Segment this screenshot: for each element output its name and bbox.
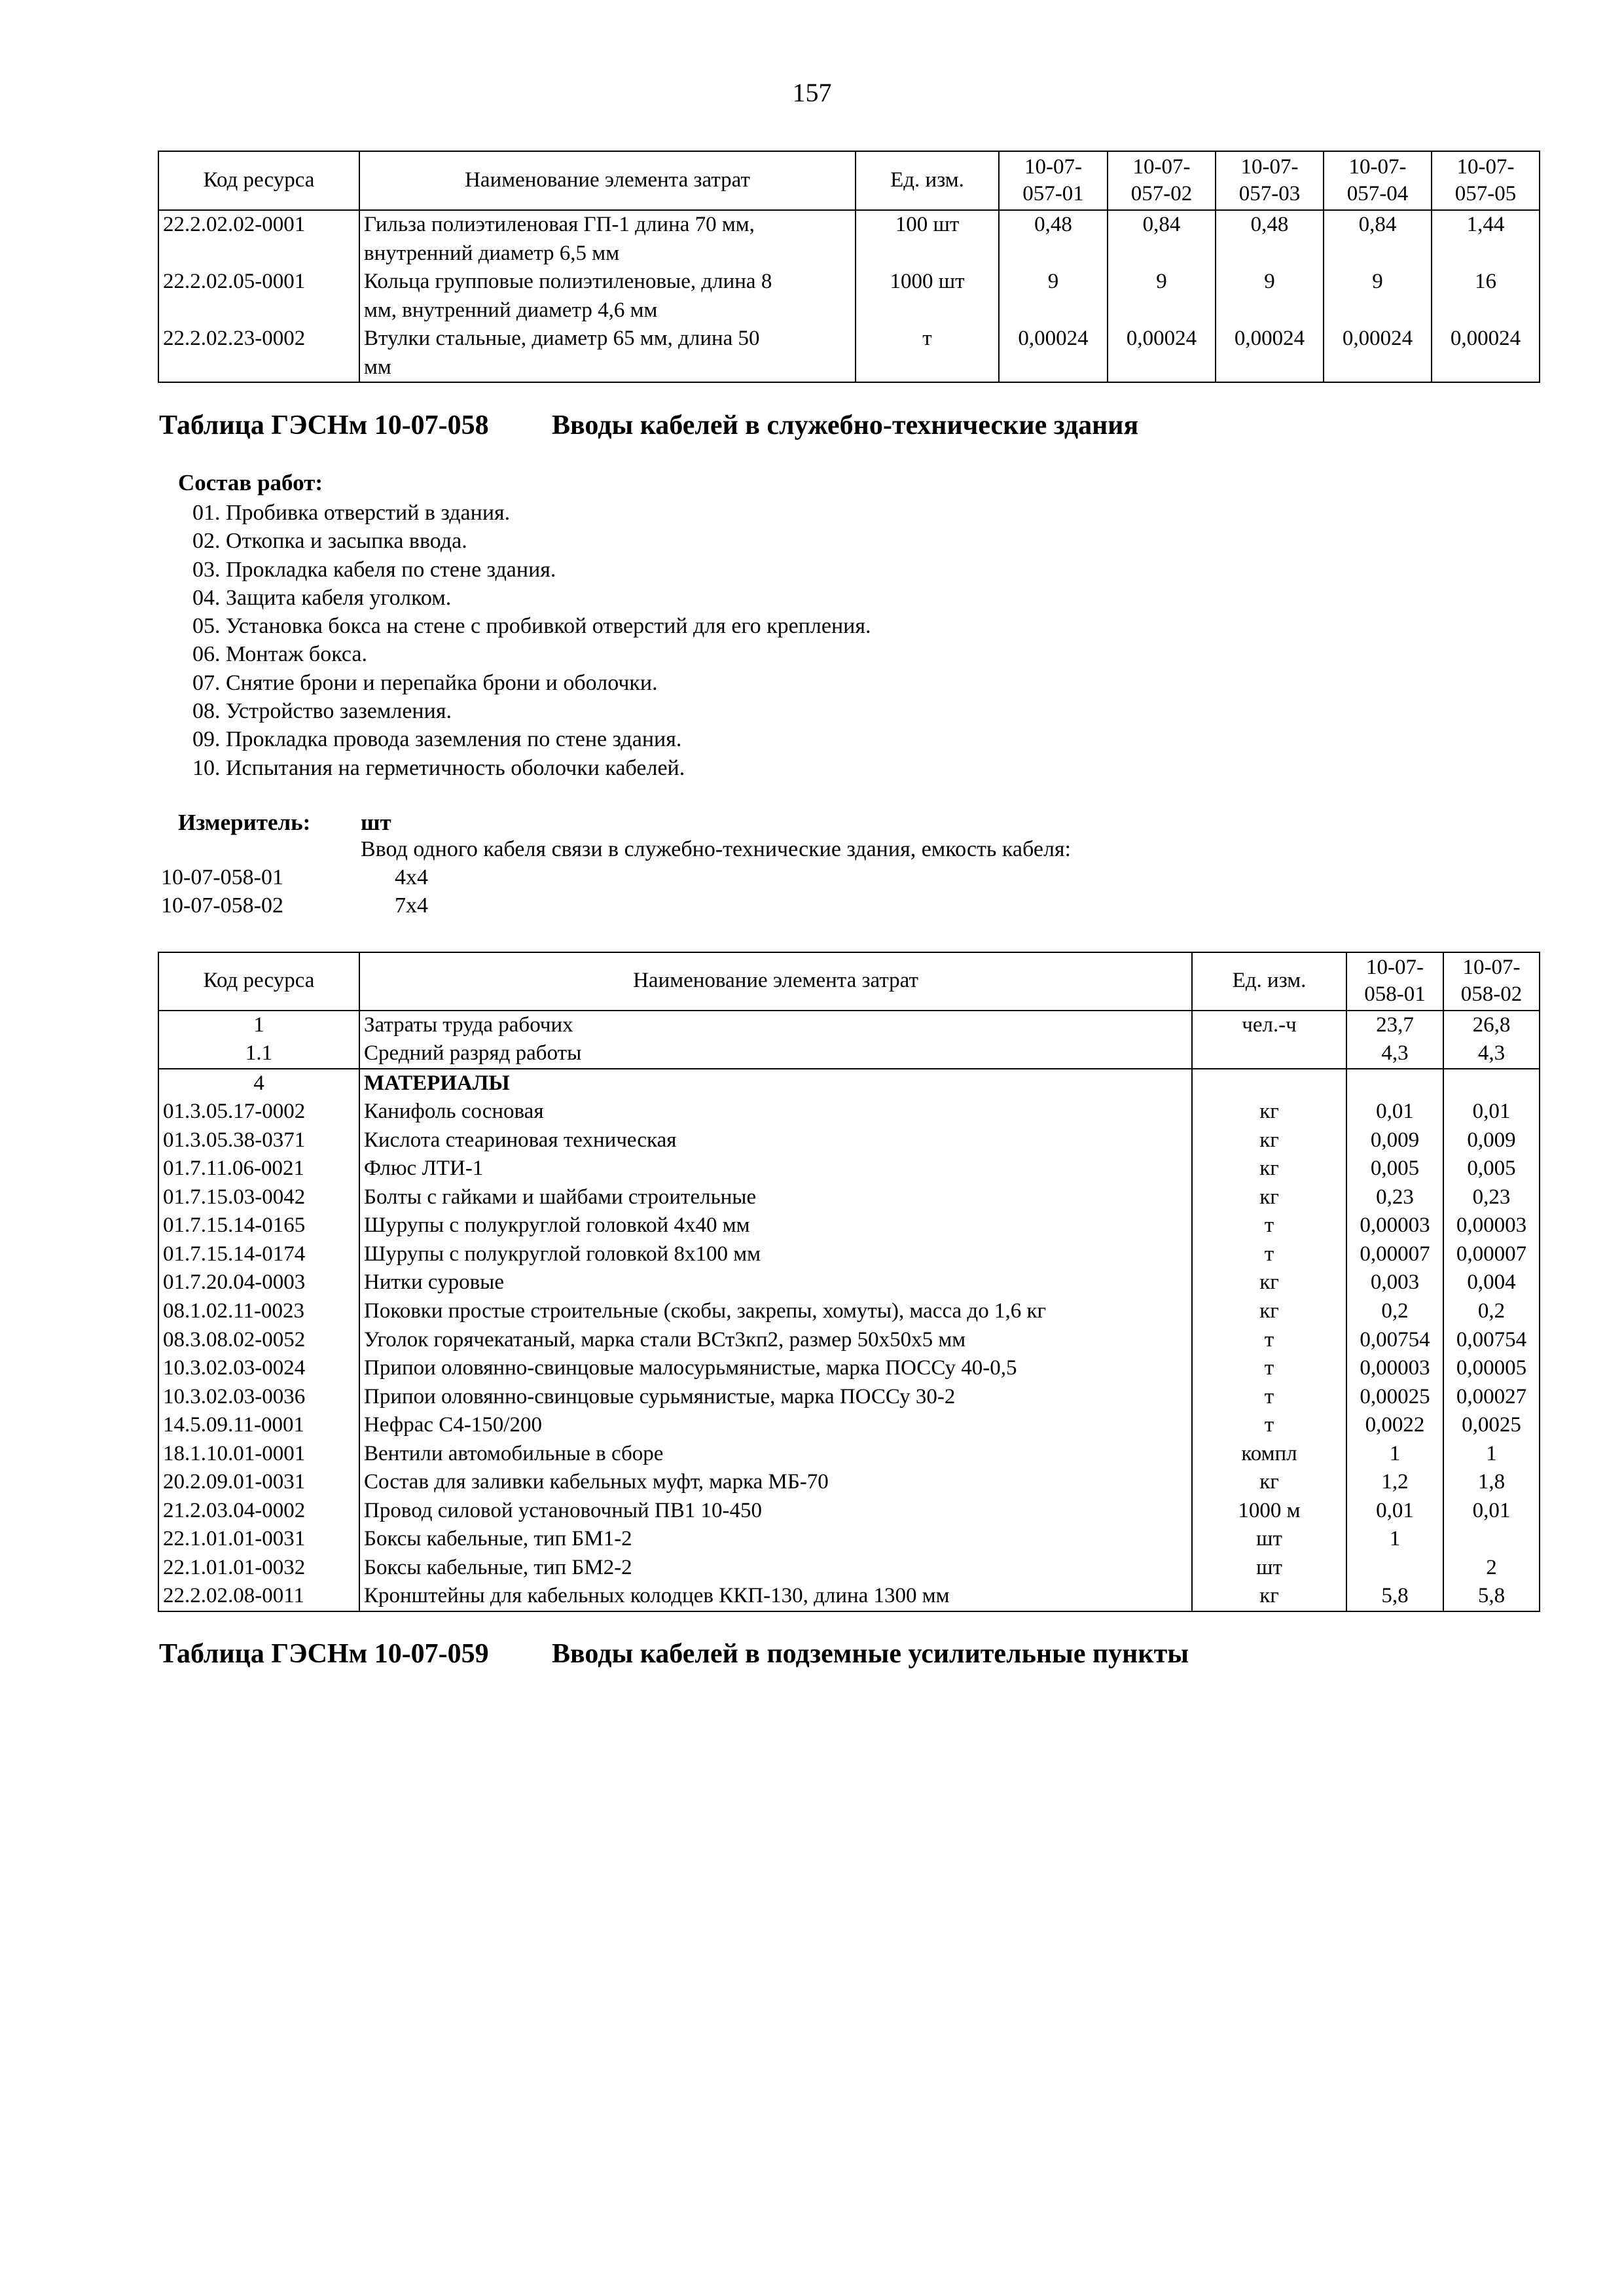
table-row bbox=[158, 1098, 1540, 1126]
header-code: Код ресурса bbox=[158, 151, 359, 210]
table-title: Вводы кабелей в служебно-технические здания bbox=[552, 410, 1139, 440]
resource-code: 22.2.02.23-0002 bbox=[158, 325, 359, 382]
resource-unit: компл bbox=[1192, 1440, 1346, 1469]
header-code: Код ресурса bbox=[158, 952, 359, 1011]
works-item: 07. Снятие брони и перепайка брони и оболочки. bbox=[192, 670, 658, 695]
table-row bbox=[158, 1039, 1540, 1069]
table-row bbox=[158, 1268, 1540, 1297]
resource-unit: кг bbox=[1192, 1297, 1346, 1326]
resource-value: 4,3 bbox=[1443, 1039, 1540, 1069]
works-item: 04. Защита кабеля уголком. bbox=[192, 585, 452, 610]
table-row bbox=[158, 1554, 1540, 1583]
resource-value: 1 bbox=[1346, 1525, 1443, 1554]
resource-unit: т bbox=[856, 325, 999, 382]
table-row bbox=[158, 210, 1540, 268]
resource-name: Кронштейны для кабельных колодцев ККП-130, длина 1300 мм bbox=[359, 1582, 1192, 1611]
resource-unit: 100 шт bbox=[856, 210, 999, 268]
header-col-057-02: 10-07- 057-02 bbox=[1108, 151, 1216, 210]
resource-value: 0,009 bbox=[1346, 1126, 1443, 1155]
resource-value: 9 bbox=[1108, 268, 1216, 325]
resource-unit bbox=[1192, 1069, 1346, 1098]
table-row bbox=[158, 1011, 1540, 1040]
resource-code: 21.2.03.04-0002 bbox=[158, 1497, 359, 1526]
resource-name: Втулки стальные, диаметр 65 мм, длина 50 мм bbox=[359, 325, 856, 382]
resource-unit bbox=[1192, 1039, 1346, 1069]
resource-name: Боксы кабельные, тип БМ1-2 bbox=[359, 1525, 1192, 1554]
resource-value: 1,2 bbox=[1346, 1468, 1443, 1497]
resource-value: 0,00005 bbox=[1443, 1354, 1540, 1383]
resource-unit: кг bbox=[1192, 1468, 1346, 1497]
resource-value: 0,23 bbox=[1346, 1183, 1443, 1212]
resource-value bbox=[1346, 1069, 1443, 1098]
table-row bbox=[158, 1126, 1540, 1155]
works-item: 10. Испытания на герметичность оболочки кабелей. bbox=[192, 755, 685, 780]
header-col-057-05: 10-07- 057-05 bbox=[1432, 151, 1540, 210]
resource-code: 22.1.01.01-0031 bbox=[158, 1525, 359, 1554]
table-row bbox=[158, 1383, 1540, 1412]
header-unit: Ед. изм. bbox=[1192, 952, 1346, 1011]
table-row bbox=[158, 1497, 1540, 1526]
resource-value: 0,00003 bbox=[1443, 1211, 1540, 1240]
resource-code: 01.7.15.03-0042 bbox=[158, 1183, 359, 1212]
resource-code: 01.7.11.06-0021 bbox=[158, 1155, 359, 1183]
resource-name: Нефрас С4-150/200 bbox=[359, 1411, 1192, 1440]
resource-name: Поковки простые строительные (скобы, закрепы, хомуты), масса до 1,6 кг bbox=[359, 1297, 1192, 1326]
resource-name: Канифоль сосновая bbox=[359, 1098, 1192, 1126]
resource-value: 0,84 bbox=[1324, 210, 1432, 268]
resource-value: 0,48 bbox=[1216, 210, 1324, 268]
resource-code: 08.1.02.11-0023 bbox=[158, 1297, 359, 1326]
header-name: Наименование элемента затрат bbox=[359, 151, 856, 210]
resource-unit: т bbox=[1192, 1211, 1346, 1240]
resource-value bbox=[1443, 1069, 1540, 1098]
table-title: Вводы кабелей в подземные усилительные пункты bbox=[552, 1639, 1189, 1669]
resource-table-058 bbox=[158, 952, 1540, 1612]
resource-unit: шт bbox=[1192, 1525, 1346, 1554]
resource-value: 0,0022 bbox=[1346, 1411, 1443, 1440]
resource-value: 0,00024 bbox=[999, 325, 1108, 382]
resource-value bbox=[1443, 1525, 1540, 1554]
resource-value: 26,8 bbox=[1443, 1011, 1540, 1040]
measure-unit: шт bbox=[361, 810, 391, 835]
table-row bbox=[158, 1326, 1540, 1355]
table-row bbox=[158, 1582, 1540, 1611]
resource-value: 0,01 bbox=[1346, 1497, 1443, 1526]
resource-unit: кг bbox=[1192, 1126, 1346, 1155]
table-row bbox=[158, 325, 1540, 382]
resource-value: 0,01 bbox=[1443, 1497, 1540, 1526]
resource-unit: кг bbox=[1192, 1268, 1346, 1297]
resource-value: 9 bbox=[999, 268, 1108, 325]
works-list bbox=[192, 499, 871, 782]
table-row bbox=[158, 1468, 1540, 1497]
header-col-057-03: 10-07- 057-03 bbox=[1216, 151, 1324, 210]
table-row bbox=[158, 1525, 1540, 1554]
resource-unit: т bbox=[1192, 1326, 1346, 1355]
table-row bbox=[158, 1155, 1540, 1183]
resource-unit: чел.-ч bbox=[1192, 1011, 1346, 1040]
resource-value: 23,7 bbox=[1346, 1011, 1443, 1040]
table-row bbox=[158, 1440, 1540, 1469]
resource-name: МАТЕРИАЛЫ bbox=[359, 1069, 1192, 1098]
variant-code: 10-07-058-01 bbox=[161, 865, 283, 889]
resource-unit: т bbox=[1192, 1383, 1346, 1412]
resource-value: 0,2 bbox=[1346, 1297, 1443, 1326]
table-row bbox=[158, 1297, 1540, 1326]
resource-value: 16 bbox=[1432, 268, 1540, 325]
resource-value: 0,00003 bbox=[1346, 1211, 1443, 1240]
table-row bbox=[158, 1354, 1540, 1383]
resource-unit: кг bbox=[1192, 1098, 1346, 1126]
resource-unit: кг bbox=[1192, 1582, 1346, 1611]
resource-value: 2 bbox=[1443, 1554, 1540, 1583]
resource-value bbox=[1346, 1554, 1443, 1583]
works-item: 09. Прокладка провода заземления по стене здания. bbox=[192, 727, 682, 752]
resource-value: 1,44 bbox=[1432, 210, 1540, 268]
resource-value: 0,01 bbox=[1443, 1098, 1540, 1126]
table-row bbox=[158, 1411, 1540, 1440]
resource-name: Затраты труда рабочих bbox=[359, 1011, 1192, 1040]
resource-unit: 1000 шт bbox=[856, 268, 999, 325]
resource-unit: 1000 м bbox=[1192, 1497, 1346, 1526]
works-item: 01. Пробивка отверстий в здания. bbox=[192, 501, 511, 525]
resource-code: 22.2.02.02-0001 bbox=[158, 210, 359, 268]
resource-name: Уголок горячекатаный, марка стали ВСт3кп2, размер 50х50х5 мм bbox=[359, 1326, 1192, 1355]
resource-code: 01.3.05.38-0371 bbox=[158, 1126, 359, 1155]
resource-code: 10.3.02.03-0024 bbox=[158, 1354, 359, 1383]
resource-code: 22.1.01.01-0032 bbox=[158, 1554, 359, 1583]
resource-value: 0,84 bbox=[1108, 210, 1216, 268]
measure-description: Ввод одного кабеля связи в служебно-технические здания, емкость кабеля: bbox=[361, 837, 1071, 861]
resource-value: 0,00007 bbox=[1443, 1240, 1540, 1269]
resource-value: 0,00025 bbox=[1346, 1383, 1443, 1412]
works-item: 05. Установка бокса на стене с пробивкой отверстий для его крепления. bbox=[192, 614, 871, 639]
resource-value: 0,01 bbox=[1346, 1098, 1443, 1126]
variant-code: 10-07-058-02 bbox=[161, 893, 283, 918]
resource-value: 0,009 bbox=[1443, 1126, 1540, 1155]
works-item: 02. Откопка и засыпка ввода. bbox=[192, 529, 467, 554]
measure-label: Измеритель: bbox=[178, 810, 311, 835]
resource-unit: кг bbox=[1192, 1155, 1346, 1183]
resource-code: 4 bbox=[158, 1069, 359, 1098]
resource-value: 9 bbox=[1324, 268, 1432, 325]
resource-unit: т bbox=[1192, 1354, 1346, 1383]
resource-value: 0,00024 bbox=[1108, 325, 1216, 382]
resource-value: 0,00754 bbox=[1443, 1326, 1540, 1355]
resource-name: Боксы кабельные, тип БМ2-2 bbox=[359, 1554, 1192, 1583]
resource-value: 0,00007 bbox=[1346, 1240, 1443, 1269]
resource-name: Гильза полиэтиленовая ГП-1 длина 70 мм, внутренний диаметр 6,5 мм bbox=[359, 210, 856, 268]
table-row bbox=[158, 1240, 1540, 1269]
resource-value: 0,004 bbox=[1443, 1268, 1540, 1297]
resource-code: 01.3.05.17-0002 bbox=[158, 1098, 359, 1126]
resource-value: 0,2 bbox=[1443, 1297, 1540, 1326]
resource-code: 18.1.10.01-0001 bbox=[158, 1440, 359, 1469]
works-item: 06. Монтаж бокса. bbox=[192, 642, 368, 667]
resource-name: Состав для заливки кабельных муфт, марка МБ-70 bbox=[359, 1468, 1192, 1497]
resource-value: 0,005 bbox=[1346, 1155, 1443, 1183]
resource-value: 0,00754 bbox=[1346, 1326, 1443, 1355]
resource-name: Шурупы с полукруглой головкой 4х40 мм bbox=[359, 1211, 1192, 1240]
resource-code: 1.1 bbox=[158, 1039, 359, 1069]
resource-value: 0,48 bbox=[999, 210, 1108, 268]
table-row bbox=[158, 1183, 1540, 1212]
resource-name: Шурупы с полукруглой головкой 8х100 мм bbox=[359, 1240, 1192, 1269]
header-name: Наименование элемента затрат bbox=[359, 952, 1192, 1011]
resource-code: 01.7.15.14-0174 bbox=[158, 1240, 359, 1269]
header-col-058-01: 10-07- 058-01 bbox=[1346, 952, 1443, 1011]
resource-name: Вентили автомобильные в сборе bbox=[359, 1440, 1192, 1469]
table-number: Таблица ГЭСНм 10-07-058 bbox=[159, 410, 489, 440]
table-number: Таблица ГЭСНм 10-07-059 bbox=[159, 1639, 489, 1669]
resource-value: 1,8 bbox=[1443, 1468, 1540, 1497]
resource-value: 4,3 bbox=[1346, 1039, 1443, 1069]
resource-value: 5,8 bbox=[1346, 1582, 1443, 1611]
resource-name: Припои оловянно-свинцовые малосурьмянистые, марка ПОССу 40-0,5 bbox=[359, 1354, 1192, 1383]
variant-value: 4x4 bbox=[395, 865, 428, 889]
table-row bbox=[158, 1069, 1540, 1098]
resource-value: 0,00024 bbox=[1324, 325, 1432, 382]
resource-value: 5,8 bbox=[1443, 1582, 1540, 1611]
resource-name: Кислота стеариновая техническая bbox=[359, 1126, 1192, 1155]
resource-value: 0,003 bbox=[1346, 1268, 1443, 1297]
resource-value: 0,00003 bbox=[1346, 1354, 1443, 1383]
resource-unit: т bbox=[1192, 1240, 1346, 1269]
resource-name: Средний разряд работы bbox=[359, 1039, 1192, 1069]
resource-code: 22.2.02.05-0001 bbox=[158, 268, 359, 325]
resource-code: 10.3.02.03-0036 bbox=[158, 1383, 359, 1412]
header-col-057-01: 10-07- 057-01 bbox=[999, 151, 1108, 210]
table-row bbox=[158, 1211, 1540, 1240]
resource-name: Провод силовой установочный ПВ1 10-450 bbox=[359, 1497, 1192, 1526]
resource-value: 0,00024 bbox=[1432, 325, 1540, 382]
resource-value: 1 bbox=[1346, 1440, 1443, 1469]
page-number: 157 bbox=[792, 78, 832, 107]
resource-name: Нитки суровые bbox=[359, 1268, 1192, 1297]
resource-name: Кольца групповые полиэтиленовые, длина 8 мм, внутренний диаметр 4,6 мм bbox=[359, 268, 856, 325]
header-unit: Ед. изм. bbox=[856, 151, 999, 210]
header-col-057-04: 10-07- 057-04 bbox=[1324, 151, 1432, 210]
variant-value: 7x4 bbox=[395, 893, 428, 918]
table-heading-058 bbox=[159, 410, 1138, 441]
resource-value: 0,0025 bbox=[1443, 1411, 1540, 1440]
resource-value: 0,005 bbox=[1443, 1155, 1540, 1183]
resource-name: Болты с гайками и шайбами строительные bbox=[359, 1183, 1192, 1212]
works-label: Состав работ: bbox=[178, 470, 323, 495]
header-col-058-02: 10-07- 058-02 bbox=[1443, 952, 1540, 1011]
resource-code: 20.2.09.01-0031 bbox=[158, 1468, 359, 1497]
resource-value: 9 bbox=[1216, 268, 1324, 325]
resource-value: 0,00027 bbox=[1443, 1383, 1540, 1412]
resource-unit: кг bbox=[1192, 1183, 1346, 1212]
works-item: 08. Устройство заземления. bbox=[192, 699, 452, 724]
resource-code: 14.5.09.11-0001 bbox=[158, 1411, 359, 1440]
resource-unit: т bbox=[1192, 1411, 1346, 1440]
resource-value: 1 bbox=[1443, 1440, 1540, 1469]
works-item: 03. Прокладка кабеля по стене здания. bbox=[192, 557, 556, 582]
resource-name: Припои оловянно-свинцовые сурьмянистые, марка ПОССу 30-2 bbox=[359, 1383, 1192, 1412]
resource-code: 01.7.20.04-0003 bbox=[158, 1268, 359, 1297]
resource-code: 08.3.08.02-0052 bbox=[158, 1326, 359, 1355]
resource-unit: шт bbox=[1192, 1554, 1346, 1583]
resource-value: 0,23 bbox=[1443, 1183, 1540, 1212]
table-row bbox=[158, 268, 1540, 325]
table-heading-059 bbox=[159, 1638, 1189, 1670]
resource-code: 01.7.15.14-0165 bbox=[158, 1211, 359, 1240]
resource-name: Флюс ЛТИ-1 bbox=[359, 1155, 1192, 1183]
resource-code: 1 bbox=[158, 1011, 359, 1040]
resource-table-057 bbox=[158, 151, 1540, 383]
resource-value: 0,00024 bbox=[1216, 325, 1324, 382]
resource-code: 22.2.02.08-0011 bbox=[158, 1582, 359, 1611]
